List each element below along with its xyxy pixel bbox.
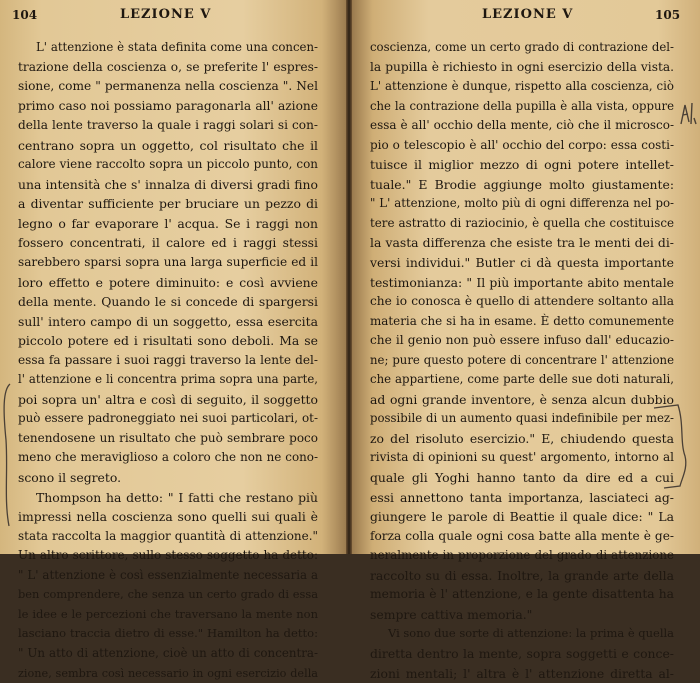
text-line: tuale." E Brodie aggiunge molto giustamente:: [370, 175, 674, 195]
text-line: tere astratto di raziocinio, è quella che costituisce: [370, 214, 674, 234]
text-line: poi sopra un' altra e così di seguito, il soggetto: [18, 390, 318, 410]
text-line: zione, sembra così necessario in ogni esercizio della: [18, 664, 318, 683]
text-line: le idee e le percezioni che traversano la mente non: [18, 605, 318, 625]
text-line: sarebbero sparsi sopra una larga superficie ed il: [18, 253, 318, 273]
text-line: primo caso noi possiamo paragonarla all' azione: [18, 97, 318, 117]
text-line: diretta dentro la mente, sopra soggetti e conce-: [370, 644, 674, 664]
text-line: neralmente in proporzione del grado di attenzione: [370, 546, 674, 566]
text-line: che la contrazione della pupilla è alla vista, oppure: [370, 97, 674, 117]
body-text-left: [18, 38, 318, 683]
page-number-right: 105: [655, 8, 680, 22]
text-line: la pupilla è richiesto in ogni esercizio della vista.: [370, 58, 674, 78]
text-line: zioni mentali; l' altra è l' attenzione diretta al-: [370, 664, 674, 683]
text-line: " L' attenzione è così essenzialmente necessaria a: [18, 566, 318, 586]
text-line: la vasta differenza che esiste tra le menti dei di-: [370, 233, 674, 253]
running-head-left: LEZIONE V: [120, 7, 211, 22]
text-line: Vi sono due sorte di attenzione: la prima è quella: [370, 624, 674, 644]
text-line: lasciano traccia dietro di esse." Hamilton ha detto:: [18, 624, 318, 644]
text-line: stata raccolta la maggior quantità di attenzione.": [18, 527, 318, 547]
page-number-left: 104: [12, 8, 37, 22]
pencil-margin-note: [678, 100, 698, 128]
text-line: Un altro scrittore, sullo stesso soggetto ha detto:: [18, 546, 318, 566]
text-line: calore viene raccolto sopra un piccolo punto, con: [18, 155, 318, 175]
text-line: pio o telescopio è all' occhio del corpo: essa costi-: [370, 136, 674, 156]
text-line: " Un atto di attenzione, cioè un atto di concentra-: [18, 644, 318, 664]
text-line: quale gli Yoghi hanno tanto da dire ed a cui: [370, 468, 674, 488]
text-line: della mente. Quando le si concede di spargersi: [18, 292, 318, 312]
text-line: Thompson ha detto: " I fatti che restano più: [18, 488, 318, 508]
text-line: testimonianza: " Il più importante abito mentale: [370, 273, 674, 293]
text-line: che il genio non può essere infuso dall' educazio-: [370, 331, 674, 351]
text-line: scono il segreto.: [18, 468, 318, 488]
text-line: coscienza, come un certo grado di contrazione del-: [370, 38, 674, 58]
text-line: " L' attenzione, molto più di ogni differenza nel po-: [370, 194, 674, 214]
right-page: [352, 0, 700, 554]
text-line: impressi nella coscienza sono quelli sui quali è: [18, 507, 318, 527]
text-line: meno che meraviglioso a coloro che non ne cono-: [18, 448, 318, 468]
text-line: rivista di opinioni su quest' argomento, intorno al: [370, 448, 674, 468]
text-line: legno o far evaporare l' acqua. Se i raggi non: [18, 214, 318, 234]
text-line: sione, come " permanenza nella coscienza ". Nel: [18, 77, 318, 97]
text-line: memoria è l' attenzione, e la gente disattenta ha: [370, 585, 674, 605]
text-line: loro effetto e potere diminuito: e così avviene: [18, 273, 318, 293]
text-line: forza colla quale ogni cosa batte alla mente è ge-: [370, 527, 674, 547]
running-head-right: LEZIONE V: [482, 7, 573, 22]
text-line: l' attenzione e li concentra prima sopra una parte,: [18, 370, 318, 390]
text-line: ne; pure questo potere di concentrare l' attenzione: [370, 351, 674, 371]
text-line: L' attenzione è dunque, rispetto alla coscienza, ciò: [370, 77, 674, 97]
text-line: zo del risoluto esercizio." E, chiudendo questa: [370, 429, 674, 449]
text-line: a diventar sufficiente per bruciare un pezzo di: [18, 194, 318, 214]
text-line: sull' intero campo di un soggetto, essa esercita: [18, 312, 318, 332]
pencil-bracket-right: [652, 398, 698, 490]
text-line: raccolto su di essa. Inoltre, la grande arte della: [370, 566, 674, 586]
text-line: può essere padroneggiato nei suoi particolari, ot-: [18, 409, 318, 429]
text-line: una intensità che s' innalza di diversi gradi fino: [18, 175, 318, 195]
text-line: versi individui." Butler ci dà questa importante: [370, 253, 674, 273]
text-line: fossero concentrati, il calore ed i raggi stessi: [18, 233, 318, 253]
text-line: della lente traverso la quale i raggi solari si con-: [18, 116, 318, 136]
text-line: centrano sopra un oggetto, col risultato che il: [18, 136, 318, 156]
text-line: ben comprendere, che senza un certo grado di essa: [18, 585, 318, 605]
text-line: ad ogni grande inventore, è senza alcun dubbio: [370, 390, 674, 410]
text-line: trazione della coscienza o, se preferite l' espres-: [18, 58, 318, 78]
left-page: [0, 0, 346, 554]
text-line: essa fa passare i suoi raggi traverso la lente del-: [18, 351, 318, 371]
text-line: giungere le parole di Beattie il quale dice: " La: [370, 507, 674, 527]
body-text-right: [370, 38, 674, 683]
text-line: tuisce il miglior mezzo di ogni potere intellet-: [370, 155, 674, 175]
text-line: essa è all' occhio della mente, ciò che il microsco-: [370, 116, 674, 136]
text-line: L' attenzione è stata definita come una concen-: [18, 38, 318, 58]
text-line: piccolo potere ed i risultati sono deboli. Ma se: [18, 331, 318, 351]
text-line: tenendosene un risultato che può sembrare poco: [18, 429, 318, 449]
text-line: che appartiene, come parte delle sue doti naturali,: [370, 370, 674, 390]
text-line: materia che si ha in esame. È detto comunemente: [370, 312, 674, 332]
text-line: sempre cattiva memoria.": [370, 605, 674, 625]
pencil-margin-bracket-left: [0, 380, 14, 530]
text-line: possibile di un aumento quasi indefinibile per mez-: [370, 409, 674, 429]
text-line: che io conosca è quello di attendere soltanto alla: [370, 292, 674, 312]
text-line: essi annettono tanta importanza, lasciateci ag-: [370, 488, 674, 508]
